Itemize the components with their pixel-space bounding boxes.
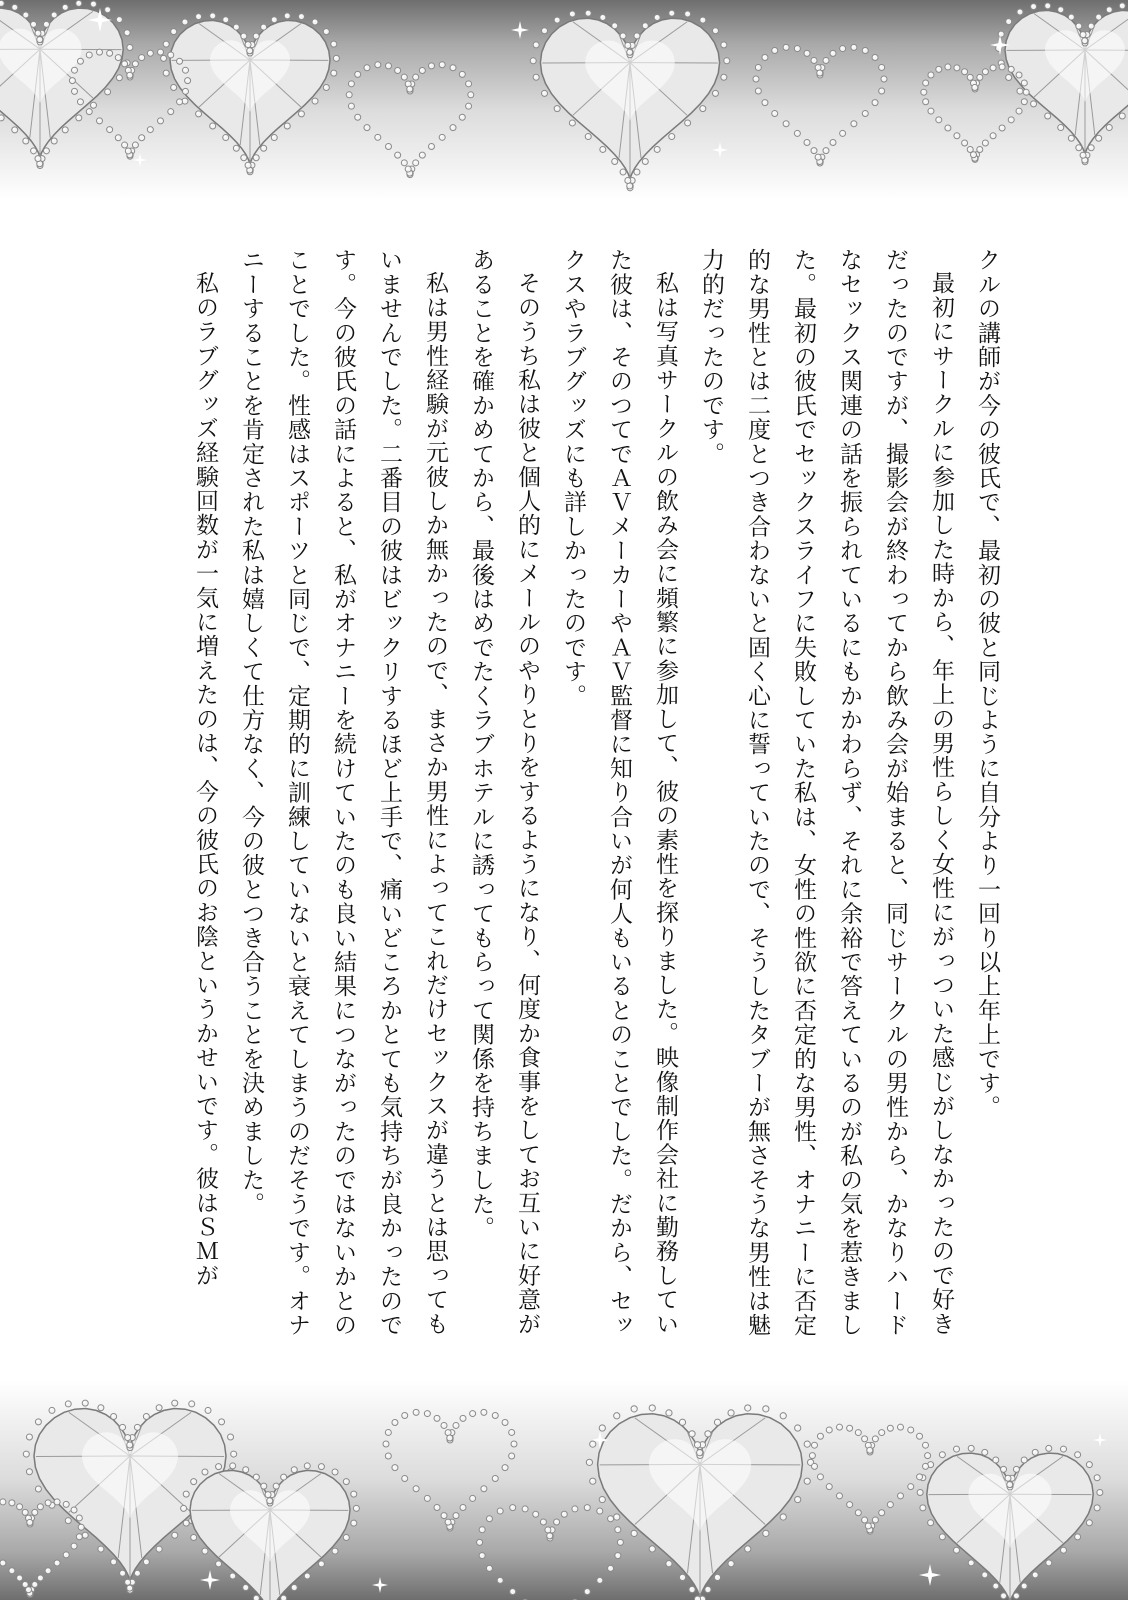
paragraph-3: 私は写真サークルの飲み会に頻繁に参加して、彼の素性を探りました。映像制作会社に勤務していた彼は、そのつてでＡＶメーカーやＡＶ監督に知り合いが何人もいるとのことでした。だから、セックスやラブグッズにも詳しかったのです。 [560,248,678,1337]
diamond-heart-border-bottom-icon [0,1380,1128,1600]
paragraph-2: 最初にサークルに参加した時から、年上の男性らしく女性にがっついた感じがしなかったので好きだったのですが、撮影会が終わってから飲み会が始まると、同じサークルの男性から、かなりハードなセックス関連の話を振られているにもかかわらず、それに余裕で答えているのが私の気を惹きました。最初の彼氏でセックスライフに失敗していた私は、女性の性欲に否定的な男性、オナニーに否定的な男性とは二度とつき合わないと固く心に誓っていたので、そうしたタブーが無さそうな男性は魅力的だったのです。 [698,248,954,1337]
top-decorative-band [0,0,1128,200]
paragraph-1: クルの講師が今の彼氏で、最初の彼と同じように自分より一回り以上年上です。 [974,248,1000,1120]
diamond-heart-border-top-icon [0,0,1128,200]
paragraph-6: 私のラブグッズ経験回数が一気に増えたのは、今の彼氏のお陰というかせいです。彼はＳＭが [192,271,218,1288]
vertical-article-text [130,248,1010,1358]
paragraph-5: 私は男性経験が元彼しか無かったので、まさか男性によってこれだけセックスが違うとは思ってもいませんでした。二番目の彼はビックリするほど上手で、痛いどころかとても気持ちが良かったのです。今の彼氏の話によると、私がオナニーを続けていたのも良い結果につながったのではないかとのことでした。性感はスポーツと同じで、定期的に訓練していないと衰えてしまうのだそうです。オナニーすることを肯定された私は嬉しくて仕方なく、今の彼とつき合うことを決めました。 [238,248,448,1337]
paragraph-4: そのうち私は彼と個人的にメールのやりとりをするようになり、何度か食事をしてお互いに好意があることを確かめてから、最後はめでたくラブホテルに誘ってもらって関係を持ちました。 [468,248,540,1336]
bottom-decorative-band [0,1380,1128,1600]
